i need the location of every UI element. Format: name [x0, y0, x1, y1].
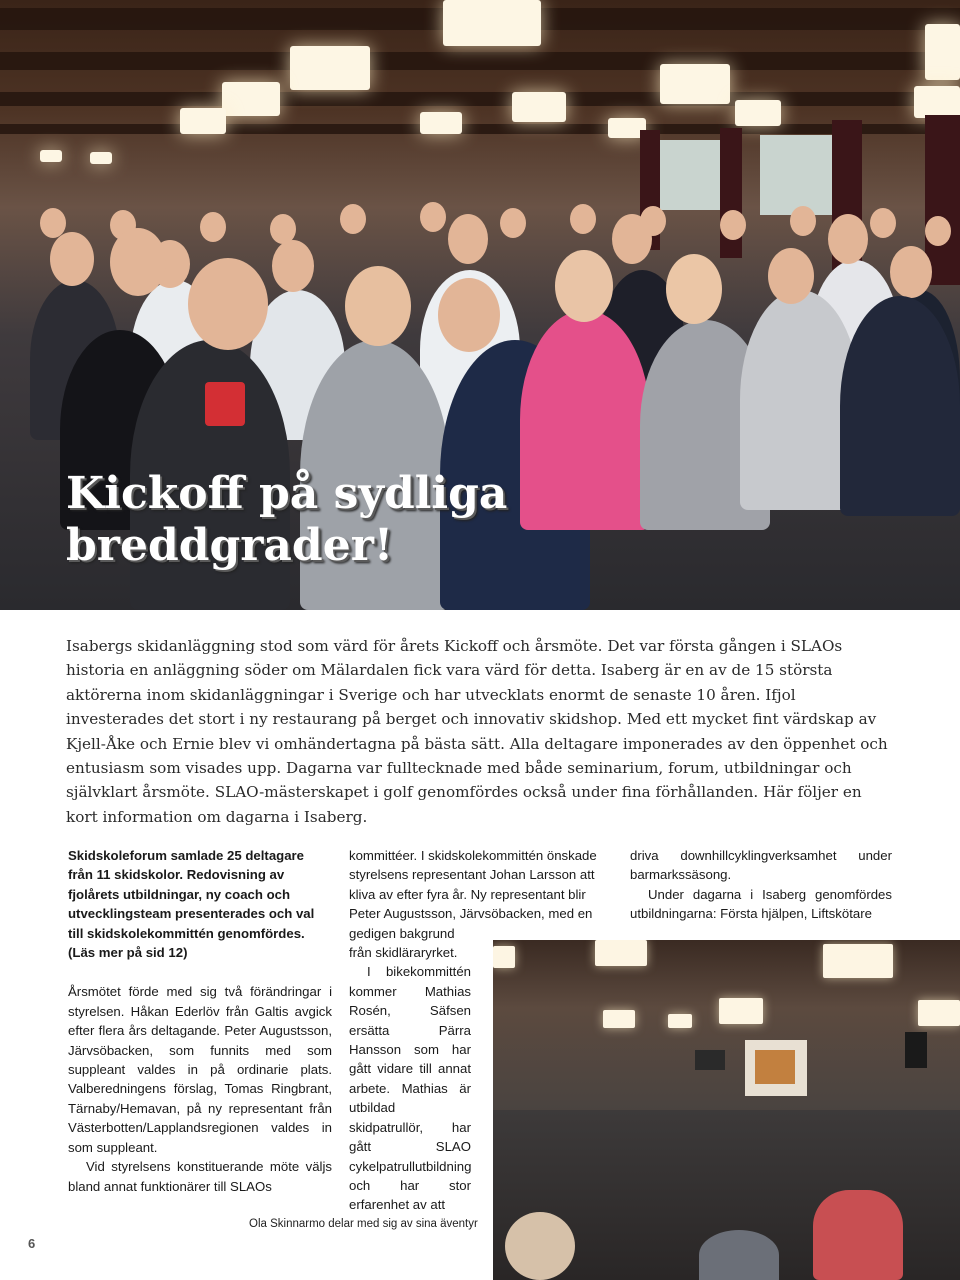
- downhill-paragraph: driva downhillcyklingverksamhet under barmarkssäsong.: [630, 848, 892, 883]
- arsmote-paragraph: Årsmötet förde med sig två förändringar i styrelsen. Håkan Ederlöv från Galtis avgick efter flera års deltagande. Peter Augustsson, Järvsöbacken, som funnits med som suppleant valdes in på ordinarie plats. Valberedningens förslag, Tomas Ringbrant, Tärnaby/Hemavan, på ny representant från Västerbotten/Lapplandsregionen valdes in som suppleant.: [68, 984, 332, 1155]
- column-2: [349, 846, 597, 1215]
- ceiling-lamp: [914, 86, 960, 118]
- ceiling-lamp: [603, 1010, 635, 1028]
- utbildningar-paragraph: Under dagarna i Isaberg genomfördes utbildningarna: Första hjälpen, Liftskötare: [630, 886, 892, 922]
- ceiling-lamp: [420, 112, 462, 134]
- ceiling-lamp: [719, 998, 763, 1024]
- photo-caption: Ola Skinnarmo delar med sig av sina äventyr: [249, 1218, 478, 1230]
- skidskoleforum-paragraph: Skidskoleforum samlade 25 deltagare från 11 skidskolor. Redovisning av fjolårets utbildningar, ny coach och utvecklingsteam presenterades och val till skidskolekommittén genomfördes. (Läs mer på sid 12): [68, 848, 315, 961]
- styrelsen-paragraph: Vid styrelsens konstituerande möte väljs bland annat funktionärer till SLAOs: [68, 1159, 332, 1194]
- audience-member: [813, 1190, 903, 1280]
- projected-image: [755, 1050, 795, 1084]
- ceiling-lamp: [493, 946, 515, 968]
- audience-member: [505, 1212, 575, 1280]
- ceiling-lamp: [290, 46, 370, 90]
- ceiling-lamp: [40, 150, 62, 162]
- column-1: [68, 846, 332, 1196]
- page-number: 6: [28, 1236, 36, 1251]
- ceiling-lamp: [918, 1000, 960, 1026]
- ceiling-lamp: [823, 944, 893, 978]
- ceiling-lamp: [668, 1014, 692, 1028]
- kommitteer-paragraph-end: gedigen bakgrund från skidläraryrket.: [349, 925, 458, 961]
- bikekommitten-paragraph: I bikekommittén kommer Mathias Rosén, Säfsen ersätta Pärra Hansson som har gått vidare till annat arbete. Mathias är utbildad skidpatrullör, har gått SLAO cykelpatrullutbildning och har stor erfarenhet av att: [349, 964, 472, 1213]
- lecture-photo: [493, 940, 960, 1280]
- ceiling-beam: [0, 124, 960, 134]
- ceiling-lamp: [660, 64, 730, 104]
- ceiling-lamp: [735, 100, 781, 126]
- ceiling-lamp: [180, 108, 226, 134]
- kommitteer-paragraph: kommittéer. I skidskolekommittén önskade styrelsens representant Johan Larsson att kliva av efter fyra år. Ny representant blir Peter Augustsson, Järvsöbacken, med en: [349, 848, 597, 922]
- audience-member: [699, 1230, 779, 1280]
- hero-photo: [0, 0, 960, 610]
- article-title: Kickoff på sydliga breddgrader!: [66, 468, 508, 571]
- ceiling-lamp: [90, 152, 112, 164]
- ceiling-lamp: [512, 92, 566, 122]
- ceiling-lamp: [222, 82, 280, 116]
- ceiling-beam: [0, 52, 960, 70]
- column-3: [630, 846, 892, 924]
- ceiling-lamp: [925, 24, 960, 80]
- speaker: [905, 1032, 927, 1068]
- article-lead: Isabergs skidanläggning stod som värd för årets Kickoff och årsmöte. Det var första gången i SLAOs historia en anläggning söder om Mälardalen fick vara värd för detta. Isaberg är en av de 15 största aktörerna inom skidanläggningar i Sverige och har utvecklats enormt de senaste 10 åren. Ifjol investerades det stort i ny restaurang på berget och innovativ skidshop. Med ett mycket fint värdskap av Kjell-Åke och Ernie blev vi omhändertagna på bästa sätt. Alla deltagare imponerades av den öppenhet och entusiasm som visades upp. Dagarna var fulltecknade med både seminarium, forum, utbildningar och självklart årsmöte. SLAO-mästerskapet i golf genomfördes också under fina förhållanden. Här följer en kort information om dagarna i Isaberg.: [66, 637, 888, 826]
- ceiling-lamp: [595, 940, 647, 966]
- ceiling-lamp: [443, 0, 541, 46]
- wall-tv: [695, 1050, 725, 1070]
- ceiling-beam: [0, 92, 960, 106]
